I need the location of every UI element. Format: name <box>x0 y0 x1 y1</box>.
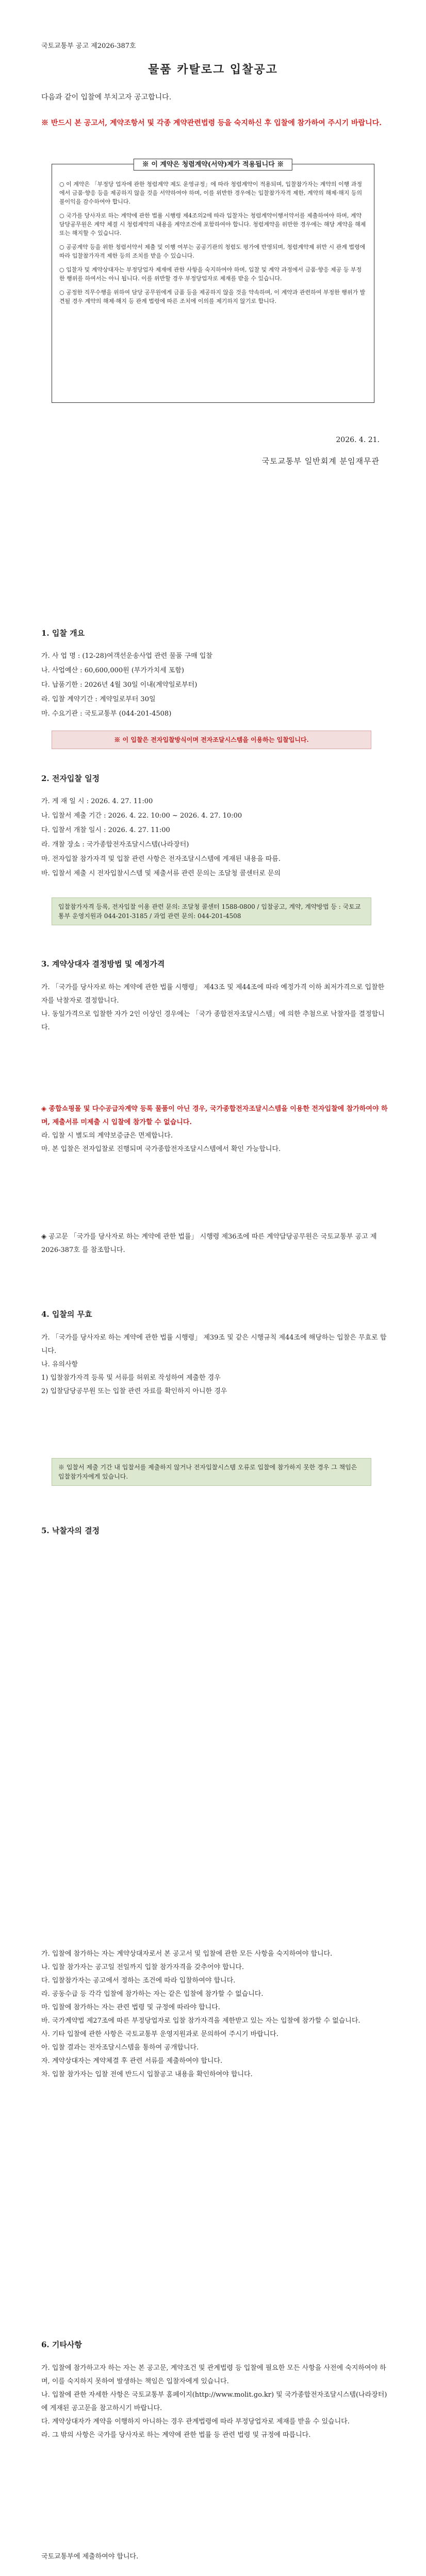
list-item: 바. 입찰서 제출 시 전자입찰시스템 및 제출서류 관련 문의는 조달청 콜센터로 문의 <box>41 870 281 877</box>
section-heading: 1. 입찰 개요 <box>41 629 85 638</box>
list-item: 마. 본 입찰은 전자입찰로 진행되며 국가종합전자조달시스템에서 확인 가능합니다. <box>41 1145 281 1153</box>
highlight-box: 입찰참가자격 등록, 전자입찰 이용 관련 문의: 조달청 콜센터 1588-0800 / 입찰공고, 계약, 계약방법 등 : 국토교통부 운영지원과 044-201-3185 / 과업 관련 문의: 044-201-4508 <box>52 897 371 925</box>
list-item: 나. 입찰 참가자는 공고일 전일까지 입찰 참가자격을 갖추어야 합니다. <box>41 1963 244 1971</box>
list-item: 다. 입찰참가자는 공고에서 정하는 조건에 따라 입찰하여야 합니다. <box>41 1977 236 1985</box>
list-item: 다. 납품기한 : 2026년 4월 30일 이내(계약일로부터) <box>41 681 198 689</box>
section-list <box>41 981 392 1035</box>
list-item: ◈ 공고문 「국가를 당사자로 하는 계약에 관한 법률」 시행령 제36조에 따른 계약담당공무원은 국토교통부 공고 제2026-387호 를 참조합니다. <box>41 1233 377 1254</box>
list-item: 사. 기타 입찰에 관한 사항은 국토교통부 운영지원과로 문의하여 주시기 바랍니다. <box>41 2030 278 2038</box>
list-item: 가. 입찰에 참가하는 자는 계약상대자로서 본 공고서 및 입찰에 관한 모든 사항을 숙지하여야 합니다. <box>41 1950 333 1958</box>
section-list <box>41 795 392 882</box>
list-item: 라. 개찰 장소 : 국가종합전자조달시스템(나라장터) <box>41 841 189 849</box>
document-title: 물품 카탈로그 입찰공고 <box>148 63 278 76</box>
highlight-box: ※ 이 입찰은 전자입찰방식이며 전자조달시스템을 이용하는 입찰입니다. <box>52 731 371 749</box>
list-item: 가. 게 재 일 시 : 2026. 4. 27. 11:00 <box>41 798 153 805</box>
list-item: 나. 사업예산 : 60,600,000원 (부가가치세 포함) <box>41 667 185 674</box>
integrity-contract-box <box>52 161 374 403</box>
list-item: 가. 「국가를 당사자로 하는 계약에 관한 법률 시행령」 제43조 및 제44조에 따라 예정가격 이하 최저가격으로 입찰한 자를 낙찰자로 결정합니다. <box>41 984 385 1005</box>
section-list <box>41 1947 392 2081</box>
notice-date: 2026. 4. 21. <box>336 436 380 444</box>
list-item: 나. 입찰에 관한 자세한 사항은 국토교통부 홈페이지(http://www.molit.go.kr) 및 국가종합전자조달시스템(나라장터)에 게재된 공고문을 참고하시기 바랍니다. <box>41 2391 387 2412</box>
list-item: 아. 입찰 결과는 전자조달시스템을 통하여 공개합니다. <box>41 2044 199 2052</box>
notice-number: 국토교통부 공고 제2026-387호 <box>41 42 136 50</box>
list-item: 마. 수요기관 : 국토교통부 (044-201-4508) <box>41 710 172 718</box>
intro-text: 다음과 같이 입찰에 부치고자 공고합니다. <box>41 93 172 101</box>
note-red: ◈ 종합쇼핑몰 및 다수공급자계약 등록 물품이 아닌 경우, 국가종합전자조달시스템을 이용한 전자입찰에 참가하여야 하며, 제출서류 미제출 시 입찰에 참가할 수 없습니다. <box>41 1105 388 1126</box>
list-item: 나. 유의사항 <box>41 1361 78 1368</box>
list-item: 바. 국가계약법 제27조에 따른 부정당업자로 입찰 참가자격을 제한받고 있는 자는 입찰에 참가할 수 없습니다. <box>41 2017 361 2025</box>
section-heading: 6. 기타사항 <box>41 2340 82 2349</box>
list-item: 1) 입찰참가자격 등록 및 서류를 허위로 작성하여 제출한 경우 <box>41 1374 221 1382</box>
list-item: 가. 사 업 명 : (12-28)여객선운송사업 관련 물품 구매 입찰 <box>41 652 212 660</box>
section-list <box>41 2362 392 2442</box>
highlight-box: ※ 입찰서 제출 기간 내 입찰서를 제출하지 않거나 전자입찰시스템 오류로 입찰에 참가하지 못한 경우 그 책임은 입찰참가자에게 있습니다. <box>52 1458 371 1486</box>
section-list <box>41 650 392 722</box>
list-item: 마. 전자입찰 참가자격 및 입찰 관련 사항은 전자조달시스템에 게재된 내용을 따름. <box>41 855 281 863</box>
list-item: 라. 입찰 계약기간 : 계약일로부터 30일 <box>41 696 156 703</box>
list-item: 라. 공동수급 등 각각 입찰에 참가하는 자는 같은 입찰에 참가할 수 없습니다. <box>41 1990 264 1998</box>
list-item: 나. 입찰서 제출 기간 : 2026. 4. 22. 10:00 ~ 2026. 4. 27. 10:00 <box>41 812 242 820</box>
list-item: 다. 계약상대자가 계약을 이행하지 아니하는 경우 관계법령에 따라 부정당업자로 제재를 받을 수 있습니다. <box>41 2418 350 2426</box>
list-item: 2) 입찰담당공무원 또는 입찰 관련 자료를 확인하지 아니한 경우 <box>41 1387 227 1395</box>
section-note-blue <box>41 1230 392 1257</box>
caution-red-text: ※ 반드시 본 공고서, 계약조항서 및 각종 계약관련법령 등을 숙지하신 후 입찰에 참가하여 주시기 바랍니다. <box>41 119 382 127</box>
box-title: ※ 이 계약은 청렴계약(서약)제가 적용됩니다 ※ <box>134 159 292 171</box>
box-paragraph: ○ 공정한 직무수행을 위하여 담당 공무원에게 금품 등을 제공하지 않을 것을 약속하며, 이 계약과 관련하여 부정한 행위가 발견될 경우 계약의 해제·해지 등 관계 법령에 따른 조치에 이의를 제기하지 않기로 합니다. <box>59 289 366 304</box>
list-item: 가. 입찰에 참가하고자 하는 자는 본 공고문, 계약조건 및 관계법령 등 입찰에 필요한 모든 사항을 사전에 숙지하여야 하며, 이를 숙지하지 못하여 발생하는 책임은 입찰자에게 있습니다. <box>41 2364 386 2385</box>
list-item: 나. 동일가격으로 입찰한 자가 2인 이상인 경우에는 「국가 종합전자조달시스템」에 의한 추첨으로 낙찰자를 결정합니다. <box>41 1010 385 1031</box>
section-heading: 2. 전자입찰 일정 <box>41 774 100 783</box>
section-heading: 4. 입찰의 무효 <box>41 1310 92 1319</box>
list-item: 마. 입찰에 참가하는 자는 관련 법령 및 규정에 따라야 합니다. <box>41 2004 220 2011</box>
box-paragraph: ○ 입찰자 및 계약상대자는 부정당업자 제재에 관한 사항을 숙지하여야 하며, 입찰 및 계약 과정에서 금품·향응 제공 등 부정한 행위를 하여서는 아니 됩니다. 이를 위반할 경우 부정당업자로 제재를 받을 수 있습니다. <box>59 266 362 282</box>
section-heading: 5. 낙찰자의 결정 <box>41 1526 100 1535</box>
list-item: 가. 「국가를 당사자로 하는 계약에 관한 법률 시행령」 제39조 및 같은 시행규칙 제44조에 해당하는 입찰은 무효로 합니다. <box>41 1334 387 1355</box>
section-note <box>41 1103 392 1156</box>
caution-notice <box>41 116 392 130</box>
list-item: 라. 그 밖의 사항은 국가를 당사자로 하는 계약에 관한 법률 등 관련 법령 및 규정에 따릅니다. <box>41 2431 311 2439</box>
closing-text: 국토교통부에 제출하여야 합니다. <box>41 2553 139 2561</box>
box-paragraph: ○ 공공계약 등을 위한 청렴서약서 제출 및 이행 여부는 공공기관의 청렴도 평가에 반영되며, 청렴계약제 위반 시 관계 법령에 따라 입찰참가자격 제한 등의 조치를 받을 수 있습니다. <box>59 244 366 259</box>
section-heading: 3. 계약상대자 결정방법 및 예정가격 <box>41 959 165 969</box>
box-paragraph: ○ 이 계약은 「부정당 업자에 관한 청렴계약 제도 운영규정」에 따라 청렴계약이 적용되며, 입찰참가자는 계약의 이행 과정에서 금품·향응 등을 제공하지 않을 것을 서약하여야 하며, 이를 위반한 경우에는 입찰참가자격 제한, 계약의 해제·해지 등의 불이익을 감수하여야 합니다. <box>59 181 363 205</box>
box-paragraph: ○ 국가를 당사자로 하는 계약에 관한 법률 시행령 제4조의2에 따라 입찰자는 청렴계약이행서약서를 제출하여야 하며, 계약담당공무원은 계약 체결 시 청렴계약의 내용을 계약조건에 포함하여야 합니다. 청렴계약을 위반한 경우에는 해당 계약을 해제 또는 해지할 수 있습니다. <box>59 212 366 236</box>
list-item: 라. 입찰 시 별도의 계약보증금은 면제합니다. <box>41 1132 173 1140</box>
section-list <box>41 1331 392 1398</box>
issuing-organization: 국토교통부 일반회계 분임재무관 <box>261 456 380 466</box>
list-item: 다. 입찰서 개찰 일시 : 2026. 4. 27. 11:00 <box>41 826 170 834</box>
list-item: 자. 계약상대자는 계약체결 후 관련 서류를 제출하여야 합니다. <box>41 2057 223 2065</box>
list-item: 차. 입찰 참가자는 입찰 전에 반드시 입찰공고 내용을 확인하여야 합니다. <box>41 2071 253 2078</box>
